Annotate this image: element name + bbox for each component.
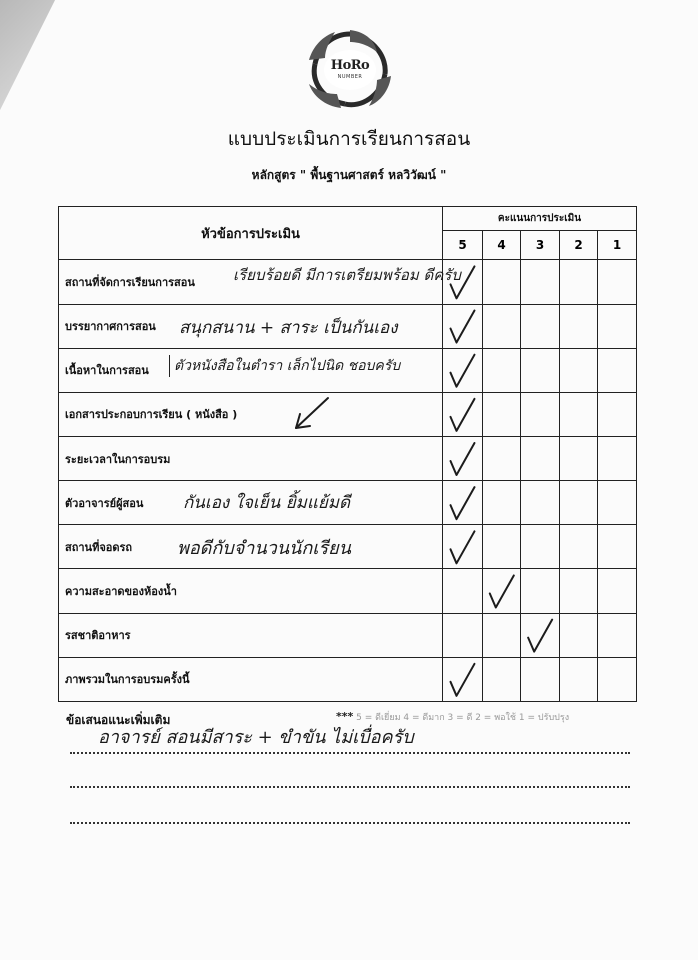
- table-row: [59, 657, 637, 701]
- handwritten-comment: เรียบร้อยดี มีการเตรียมพร้อม ดีครับ: [233, 266, 461, 285]
- table-row: [59, 437, 637, 481]
- criterion-label: ภาพรวมในการอบรมครั้งนี้: [65, 673, 190, 687]
- handwritten-comment: กันเอง ใจเย็น ยิ้มแย้มดี: [183, 493, 351, 514]
- criterion-label: สถานที่จอดรถ: [65, 540, 133, 554]
- handwritten-comment: ตัวหนังสือในตำรา เล็กไปนิด ชอบครับ: [169, 355, 400, 377]
- legend-stars: ***: [336, 710, 354, 723]
- logo-text: HoRo: [330, 58, 370, 73]
- criterion-label: บรรยากาศการสอน: [65, 320, 156, 334]
- scale-2: 2: [560, 230, 598, 260]
- course-name: หลักสูตร " พื้นฐานศาสตร์ หลวิวัฒน์ ": [251, 168, 447, 182]
- dotted-line: [70, 752, 630, 754]
- suggestions-label: ข้อเสนอแนะเพิ่มเติม: [66, 713, 171, 727]
- dotted-line: [70, 786, 630, 788]
- scale-3: 3: [521, 230, 560, 260]
- criterion-label: เอกสารประกอบการเรียน ( หนังสือ ): [65, 408, 238, 422]
- criterion-label: สถานที่จัดการเรียนการสอน: [65, 275, 195, 289]
- topic-header: หัวข้อการประเมิน: [59, 207, 443, 260]
- table-row: [59, 304, 637, 348]
- handwritten-suggestion: อาจารย์ สอนมีสาระ + ขำขัน ไม่เบื่อครับ: [98, 727, 414, 748]
- evaluation-table: [58, 206, 637, 702]
- table-row: [59, 481, 637, 525]
- handwritten-comment: สนุกสนาน + สาระ เป็นกันเอง: [179, 317, 398, 338]
- scale-1: 1: [598, 230, 637, 260]
- scale-4: 4: [483, 230, 521, 260]
- criterion-label: ระยะเวลาในการอบรม: [65, 452, 171, 466]
- table-row: [59, 569, 637, 613]
- scale-5: 5: [443, 230, 483, 260]
- form-title: แบบประเมินการเรียนการสอน: [227, 128, 471, 150]
- score-header: คะแนนการประเมิน: [443, 207, 637, 231]
- criterion-label: ความสะอาดของห้องน้ำ: [65, 585, 177, 599]
- criterion-label: ตัวอาจารย์ผู้สอน: [65, 496, 144, 510]
- logo-subtext: NUMBER: [337, 74, 363, 80]
- legend-text: 5 = ดีเยี่ยม 4 = ดีมาก 3 = ดี 2 = พอใช้ 1 = ปรับปรุง: [356, 713, 570, 723]
- dotted-line: [70, 822, 630, 824]
- table-row: [59, 348, 637, 392]
- table-row: [59, 525, 637, 569]
- criterion-label: เนื้อหาในการสอน: [65, 364, 149, 378]
- table-row: [59, 613, 637, 657]
- handwritten-comment: พอดีกับจำนวนนักเรียน: [177, 538, 351, 560]
- table-row: [59, 260, 637, 304]
- criterion-label: รสชาติอาหาร: [65, 629, 131, 643]
- table-row: [59, 392, 637, 436]
